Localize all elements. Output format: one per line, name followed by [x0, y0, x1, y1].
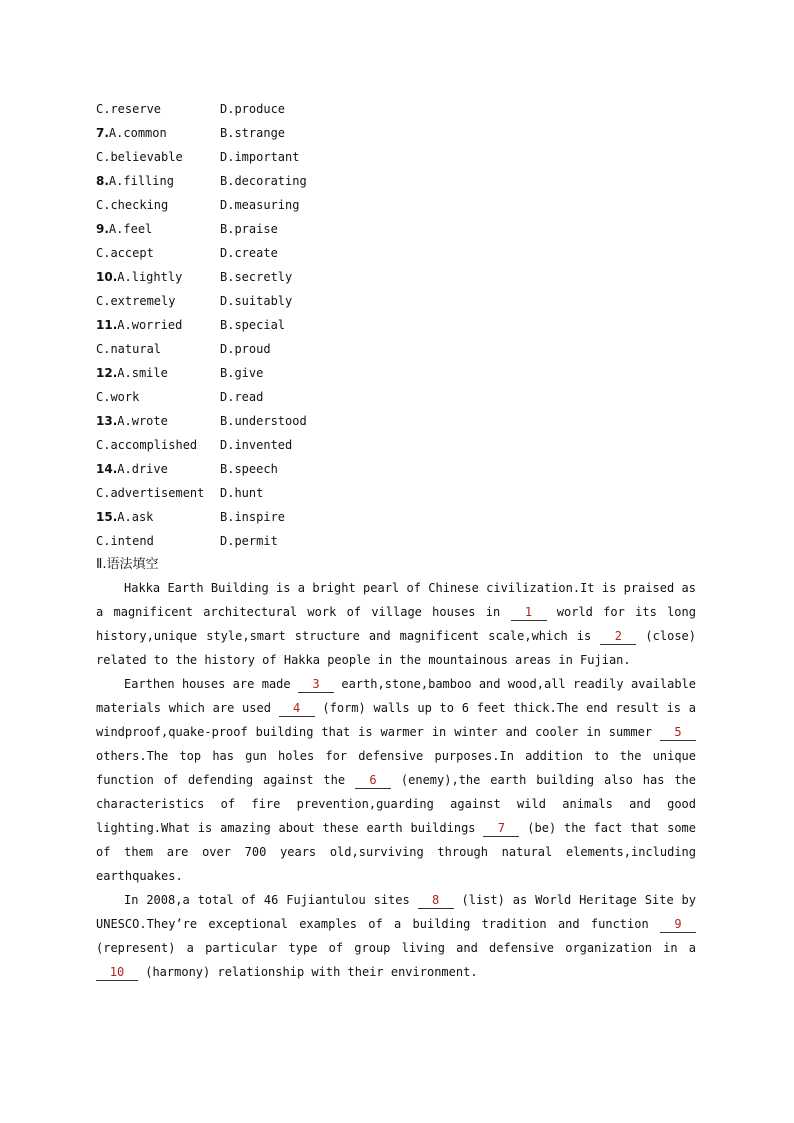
option-a-text: C.reserve	[96, 102, 162, 116]
option-a	[96, 121, 167, 145]
option-a-text: C.natural	[96, 342, 162, 356]
option-a-text: C.intend	[96, 534, 154, 548]
option-a-text: C.accept	[96, 246, 154, 260]
option-b-text: B.give	[220, 366, 264, 380]
option-b-text: B.special	[220, 318, 286, 332]
option-b-text: D.produce	[220, 102, 286, 116]
option-a	[96, 193, 168, 217]
answer-blank[interactable]: 5	[660, 724, 696, 741]
option-a-text: A.lightly	[117, 270, 183, 284]
option-a	[96, 361, 168, 385]
question-number: 13.	[96, 414, 118, 428]
option-b-text: D.suitably	[220, 294, 293, 308]
option-a	[96, 217, 152, 241]
option-a	[96, 409, 168, 433]
option-a	[96, 505, 153, 529]
passage	[96, 576, 696, 984]
option-a	[96, 241, 154, 265]
option-a-text: A.filling	[108, 174, 174, 188]
option-a	[96, 337, 161, 361]
option-a	[96, 481, 204, 505]
option-b-text: D.invented	[220, 438, 293, 452]
option-a-text: C.extremely	[96, 294, 176, 308]
option-a	[96, 289, 175, 313]
option-b-text: D.create	[220, 246, 278, 260]
option-a-text: A.ask	[117, 510, 154, 524]
question-number: 12.	[96, 366, 118, 380]
option-a	[96, 433, 197, 457]
option-b-text: B.secretly	[220, 270, 293, 284]
option-b-text: B.inspire	[220, 510, 286, 524]
answer-blank[interactable]: 7	[483, 820, 519, 837]
passage-paragraph-2: Earthen houses are made 3 earth,stone,bamboo and wood,all readily available materials which are used 4 (form) walls up to 6 feet thick.The end result is a windproof,quake-proof building that is warmer in winter and cooler in summer 5 others.The top has gun holes for defensive purposes.In addition to the unique function of defending against the 6 (enemy),the earth building also has the characteristics of fire prevention,guarding against wild animals and good lighting.What is amazing about these earth buildings 7 (be) the fact that some of them are over 700 years old,surviving through natural elements,including earthquakes.	[96, 677, 697, 883]
passage-paragraph-1: Hakka Earth Building is a bright pearl of Chinese civilization.It is praised as a magnificent architectural work of village houses in 1 world for its long history,unique style,smart structure and magnificent scale,which is 2 (close) related to the history of Hakka people in the mountainous areas in Fujian.	[96, 581, 697, 667]
option-a	[96, 169, 174, 193]
option-a	[96, 265, 182, 289]
option-b-text: B.speech	[220, 462, 278, 476]
option-a-text: C.work	[96, 390, 140, 404]
question-number: 15.	[96, 510, 118, 524]
question-number: 14.	[96, 462, 118, 476]
option-a-text: A.wrote	[117, 414, 168, 428]
question-number: 7.	[96, 126, 109, 140]
option-a	[96, 145, 183, 169]
option-a-text: C.believable	[96, 150, 183, 164]
option-a-text: C.advertisement	[96, 486, 205, 500]
option-a-text: C.checking	[96, 198, 169, 212]
answer-blank[interactable]: 4	[279, 700, 315, 717]
option-a-text: C.accomplished	[96, 438, 198, 452]
option-b-text: B.strange	[220, 126, 286, 140]
option-a-text: A.drive	[117, 462, 168, 476]
question-number: 8.	[96, 174, 109, 188]
option-a-text: A.smile	[117, 366, 168, 380]
answer-blank[interactable]: 6	[355, 772, 391, 789]
option-a	[96, 313, 182, 337]
answer-blank[interactable]: 8	[418, 892, 454, 909]
option-a-text: A.worried	[117, 318, 183, 332]
answer-blank[interactable]: 2	[600, 628, 636, 645]
option-b-text: B.praise	[220, 222, 278, 236]
question-number: 11.	[96, 318, 118, 332]
option-b-text: D.read	[220, 390, 264, 404]
option-b-text: D.hunt	[220, 486, 264, 500]
option-b-text: B.decorating	[220, 174, 307, 188]
question-number: 10.	[96, 270, 118, 284]
option-b-text: B.understood	[220, 414, 307, 428]
option-b-text: D.important	[220, 150, 300, 164]
option-a-text: A.common	[108, 126, 167, 140]
option-b-text: D.permit	[220, 534, 278, 548]
section-title: Ⅱ.语法填空	[96, 557, 159, 572]
option-a	[96, 529, 154, 553]
answer-blank[interactable]: 1	[511, 604, 547, 621]
answer-blank[interactable]: 10	[96, 964, 138, 981]
option-a	[96, 97, 161, 121]
option-a-text: A.feel	[108, 222, 153, 236]
passage-paragraph-3: In 2008,a total of 46 Fujiantulou sites 8 (list) as World Heritage Site by UNESCO.They’re exceptional examples of a building tradition and function 9 (represent) a particular type of group living and defensive organization in a 10 (harmony) relationship with their environment.	[96, 893, 697, 979]
option-a	[96, 385, 139, 409]
option-b-text: D.proud	[220, 342, 271, 356]
answer-blank[interactable]: 3	[298, 676, 334, 693]
option-a	[96, 457, 168, 481]
question-number: 9.	[96, 222, 109, 236]
answer-blank[interactable]: 9	[660, 916, 696, 933]
option-b-text: D.measuring	[220, 198, 300, 212]
